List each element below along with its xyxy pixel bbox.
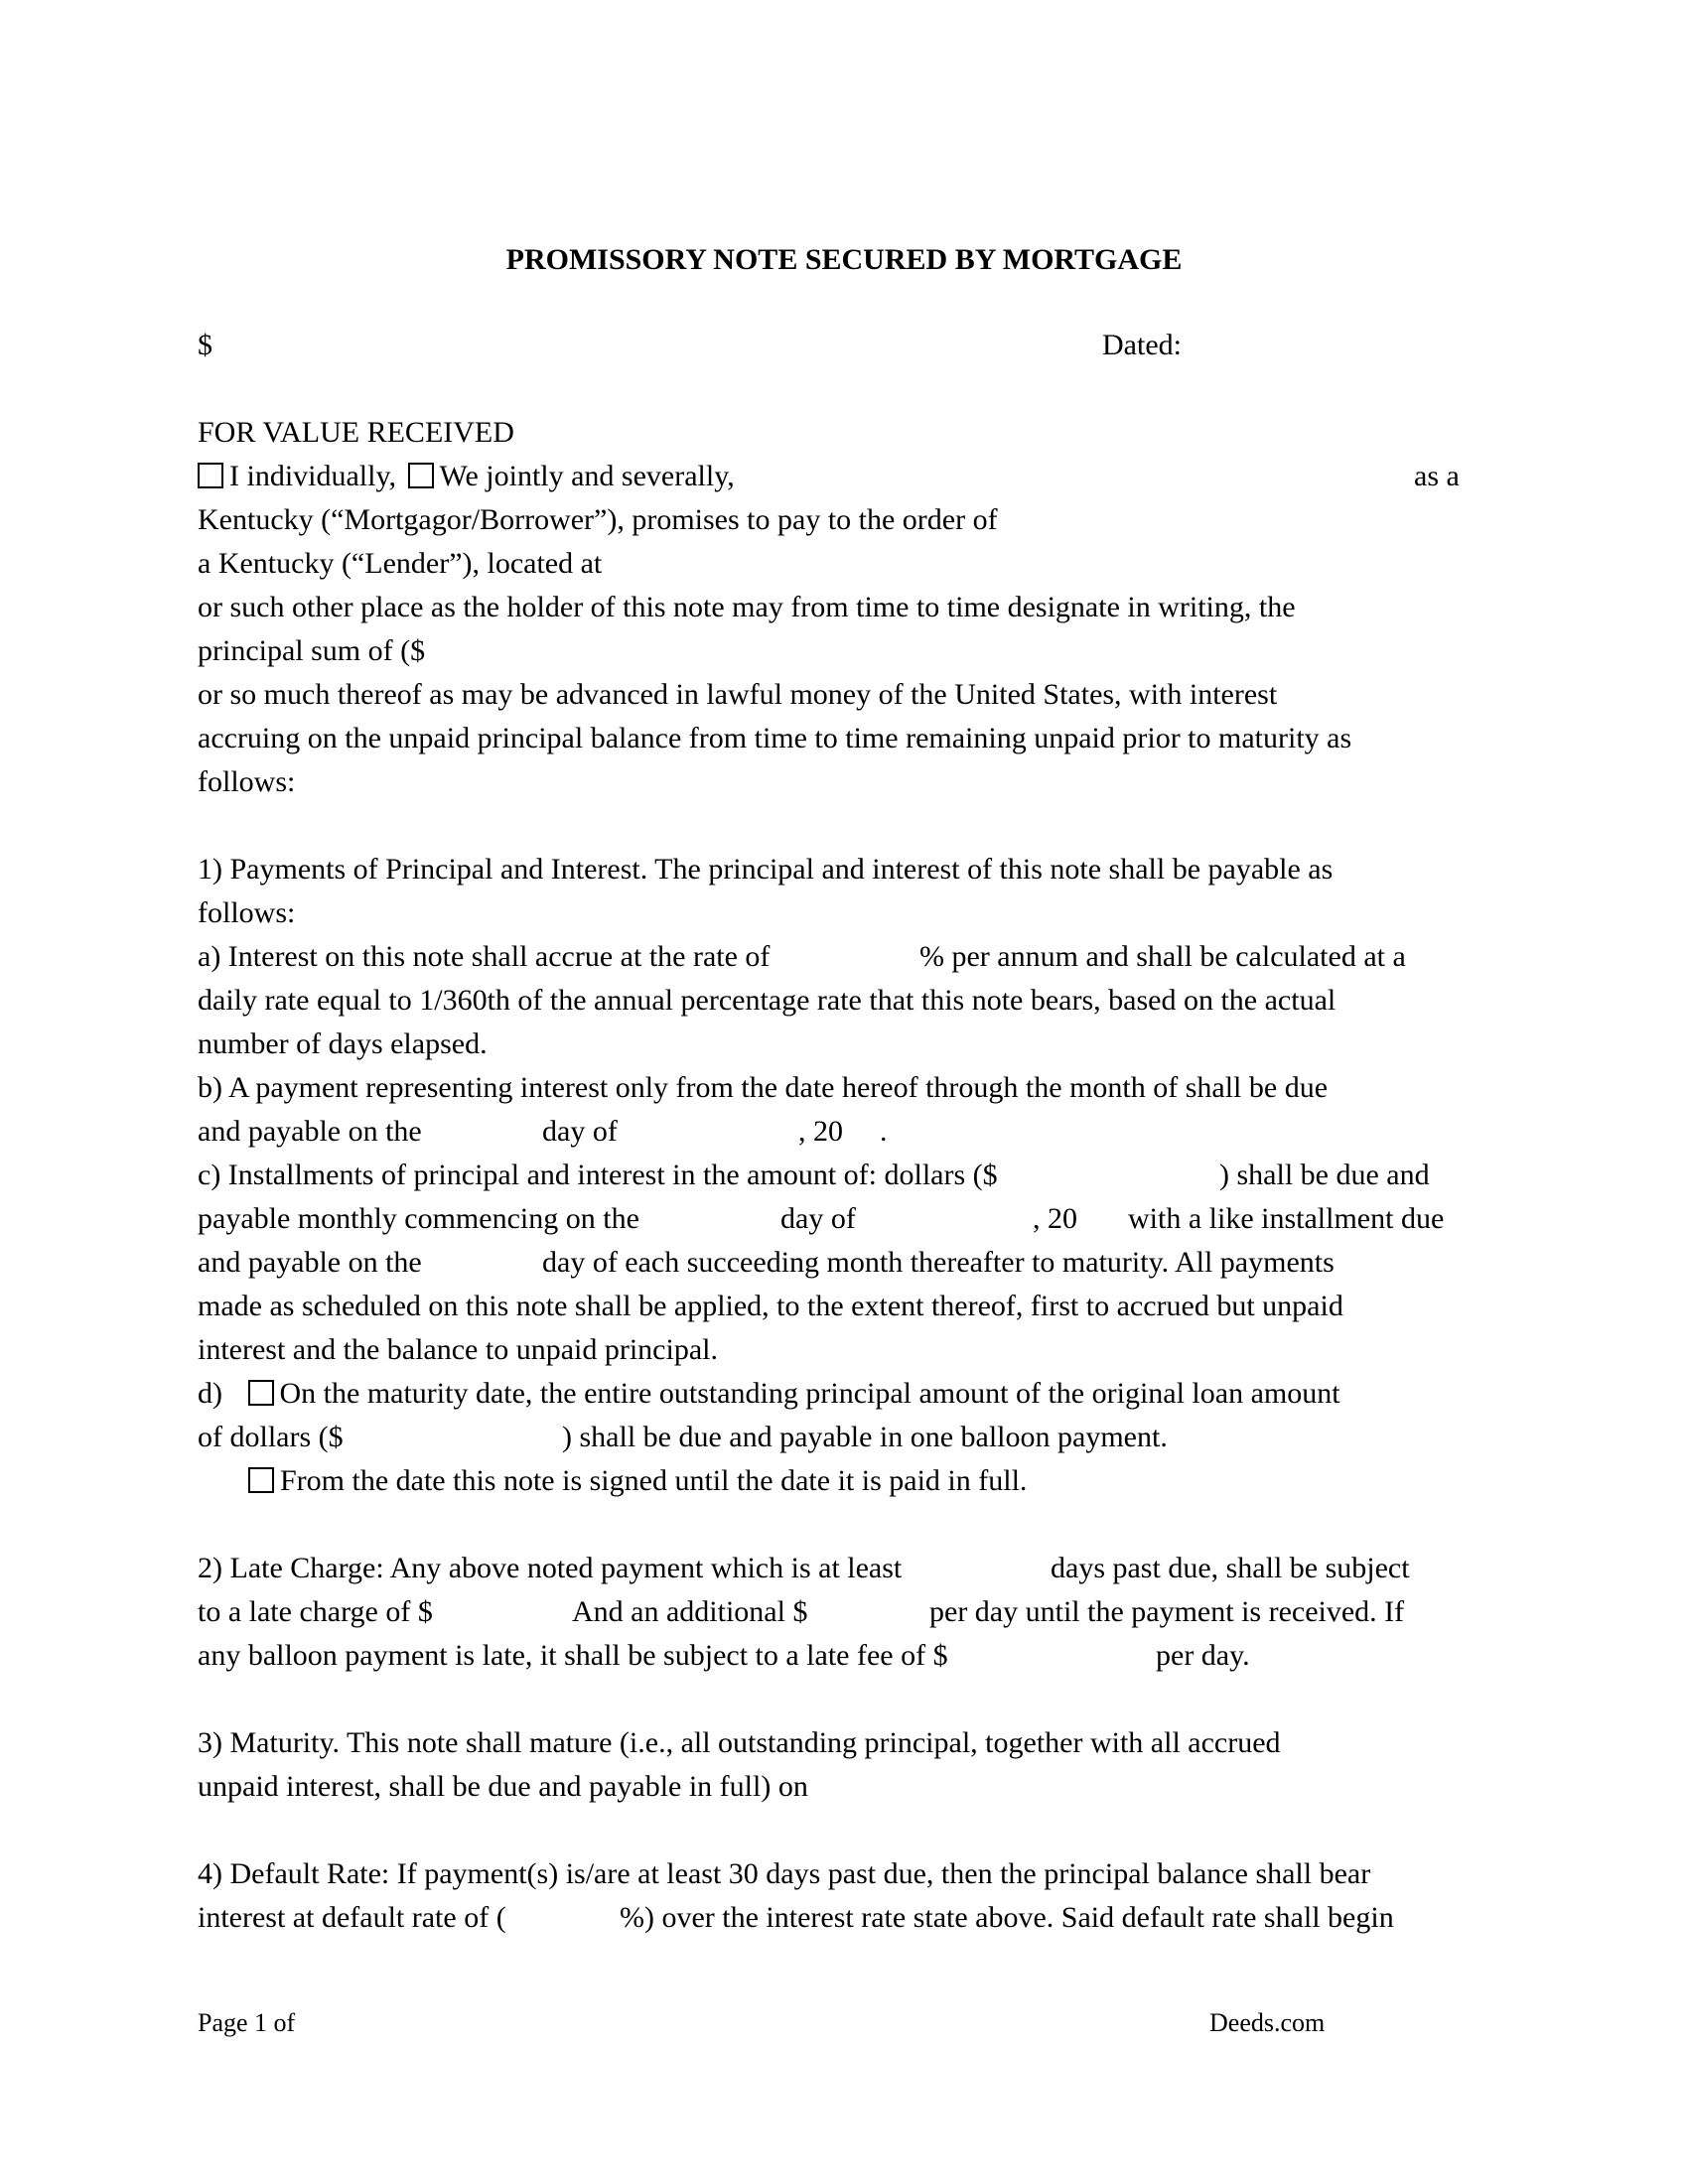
jointly-checkbox[interactable] xyxy=(408,463,434,488)
individually-checkbox[interactable] xyxy=(198,463,223,488)
clause-a-line-3: number of days elapsed. xyxy=(198,1027,488,1060)
clause-d-label: d) xyxy=(198,1377,222,1410)
balloon-label: On the maturity date, the entire outstanding principal amount of the original loan amount xyxy=(279,1377,1340,1410)
clause-c-line-1: c) Installments of principal and interest in the amount of: dollars ($ xyxy=(198,1159,998,1191)
section-4-line-2: interest at default rate of ( xyxy=(198,1901,506,1934)
clause-c-line-3: and payable on the xyxy=(198,1246,422,1279)
section-2-line-3-cont: per day. xyxy=(1156,1639,1250,1672)
section-1-heading: 1) Payments of Principal and Interest. The principal and interest of this note shall be payable as xyxy=(198,853,1334,886)
clause-c-line-3-cont: day of each succeeding month thereafter to maturity. All payments xyxy=(542,1246,1335,1279)
signed-until-paid-checkbox[interactable] xyxy=(248,1467,274,1493)
kentucky-borrower-line: Kentucky (“Mortgagor/Borrower”), promises to pay to the order of xyxy=(198,503,998,536)
borrower-options-line xyxy=(198,459,735,494)
clause-d-option-2 xyxy=(248,1463,1027,1499)
clause-d-line-2: of dollars ($ xyxy=(198,1421,344,1453)
clause-c-line-5: interest and the balance to unpaid principal. xyxy=(198,1333,718,1366)
site-name: Deeds.com xyxy=(1209,2008,1326,2037)
section-2-line-3: any balloon payment is late, it shall be subject to a late fee of $ xyxy=(198,1639,948,1672)
principal-sum-line: principal sum of ($ xyxy=(198,634,426,667)
clause-c-day-of: day of xyxy=(780,1202,856,1235)
section-1-follows: follows: xyxy=(198,896,296,929)
clause-c-line-1-cont: ) shall be due and xyxy=(1219,1159,1430,1191)
amount-label: $ xyxy=(198,329,212,361)
accruing-line: accruing on the unpaid principal balance from time to time remaining unpaid prior to maturity as xyxy=(198,722,1352,754)
clause-a-line-2: daily rate equal to 1/360th of the annual percentage rate that this note bears, based on the actual xyxy=(198,984,1336,1017)
clause-d-line-1 xyxy=(198,1376,1340,1412)
clause-b-period: . xyxy=(880,1115,888,1148)
jointly-label: We jointly and severally, xyxy=(439,460,735,492)
other-place-line: or such other place as the holder of this note may from time to time designate in writing, the xyxy=(198,591,1296,623)
clause-c-line-2: payable monthly commencing on the xyxy=(198,1202,639,1235)
section-2-additional: And an additional $ xyxy=(572,1595,808,1628)
balloon-checkbox[interactable] xyxy=(248,1380,274,1406)
individually-label: I individually, xyxy=(229,460,397,492)
signed-until-paid-label: From the date this note is signed until the date it is paid in full. xyxy=(280,1464,1028,1497)
dated-label: Dated: xyxy=(1102,329,1182,361)
section-2-line-1: 2) Late Charge: Any above noted payment which is at least xyxy=(198,1552,903,1584)
section-2-line-1-cont: days past due, shall be subject xyxy=(1051,1552,1410,1584)
clause-b-line-1: b) A payment representing interest only from the date hereof through the month of shall be due xyxy=(198,1071,1329,1104)
section-3-line-2: unpaid interest, shall be due and payable in full) on xyxy=(198,1770,808,1803)
section-3-line-1: 3) Maturity. This note shall mature (i.e., all outstanding principal, together with all accrued xyxy=(198,1726,1281,1759)
clause-b-line-2: and payable on the xyxy=(198,1115,422,1148)
section-4-line-2-cont: %) over the interest rate state above. Said default rate shall begin xyxy=(620,1901,1394,1934)
clause-c-year: , 20 xyxy=(1033,1202,1077,1235)
clause-a-line-1: a) Interest on this note shall accrue at the rate of xyxy=(198,940,771,973)
clause-b-day-of: day of xyxy=(542,1115,618,1148)
clause-a-line-1-cont: % per annum and shall be calculated at a xyxy=(919,940,1406,973)
clause-c-like-installment: with a like installment due xyxy=(1128,1202,1445,1235)
follows-line: follows: xyxy=(198,765,296,798)
page-number: Page 1 of xyxy=(198,2008,296,2037)
document-title: PROMISSORY NOTE SECURED BY MORTGAGE xyxy=(505,243,1183,276)
for-value-received: FOR VALUE RECEIVED xyxy=(198,416,514,449)
as-a-text: as a xyxy=(1414,460,1460,492)
section-2-per-day: per day until the payment is received. If xyxy=(929,1595,1405,1628)
clause-b-year: , 20 xyxy=(798,1115,843,1148)
section-4-line-1: 4) Default Rate: If payment(s) is/are at least 30 days past due, then the principal balance shall bear xyxy=(198,1857,1371,1890)
kentucky-lender-line: a Kentucky (“Lender”), located at xyxy=(198,547,603,580)
section-2-line-2: to a late charge of $ xyxy=(198,1595,433,1628)
clause-c-line-4: made as scheduled on this note shall be applied, to the extent thereof, first to accrued but unpaid xyxy=(198,1290,1343,1322)
clause-d-line-2-cont: ) shall be due and payable in one balloon payment. xyxy=(562,1421,1168,1453)
advanced-line: or so much thereof as may be advanced in lawful money of the United States, with interest xyxy=(198,678,1278,711)
